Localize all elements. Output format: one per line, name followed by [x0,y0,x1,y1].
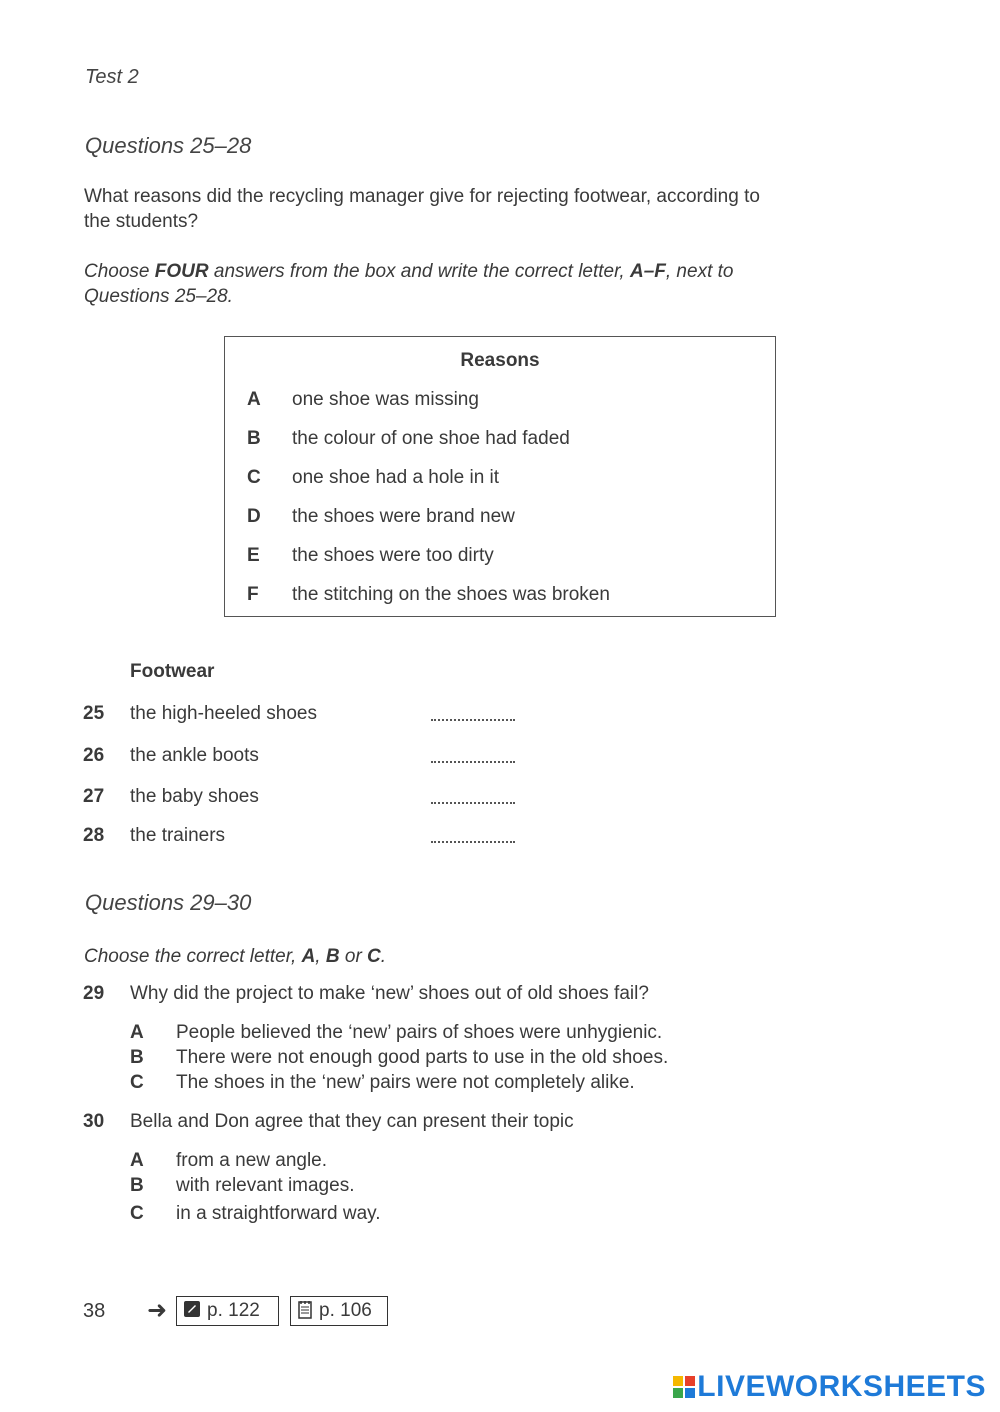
answer-blank-25[interactable] [431,709,515,721]
reason-item [247,389,479,411]
footwear-text: the ankle boots [130,745,259,766]
option-29-b[interactable] [130,1047,668,1069]
question-text: Why did the project to make ‘new’ shoes out of old shoes fail? [130,983,649,1004]
audio-script-ref[interactable] [176,1296,279,1326]
option-letter: B [130,1047,144,1068]
option-letter: C [130,1072,144,1093]
questions-25-28-heading: Questions 25–28 [85,133,252,158]
option-letter: A [130,1150,144,1171]
question-number: 27 [83,786,105,807]
reason-item [247,467,499,489]
instr-letter-a: A [301,946,316,967]
instr-text-2: answers from the box and write the correct letter, [208,261,630,282]
footwear-item-25 [83,703,583,727]
page-label: Test 2 [85,66,139,88]
liveworksheets-logo-icon [673,1376,695,1398]
footwear-text: the trainers [130,825,226,846]
reason-letter: D [247,506,261,527]
instructions-29-30 [84,944,386,969]
instr-or: or [339,946,368,967]
arrow-right-icon: ➜ [147,1297,168,1324]
reason-letter: F [247,584,259,605]
footwear-item-26 [83,745,583,769]
instr-text: Choose the correct letter, [84,946,302,967]
question-prompt-line1: What reasons did the recycling manager give for rejecting footwear, according to [84,186,760,207]
reason-item [247,584,610,606]
instr-text-1: Choose [84,261,155,282]
instr-line2: Questions 25–28. [84,286,233,307]
reasons-box [224,336,776,617]
reason-item [247,545,494,567]
reason-letter: E [247,545,260,566]
instr-comma: , [315,946,326,967]
liveworksheets-logo [673,1370,986,1404]
answer-blank-27[interactable] [431,792,515,804]
question-number: 26 [83,745,105,766]
reason-item [247,428,570,450]
option-30-b[interactable] [130,1175,354,1197]
option-text: The shoes in the ‘new’ pairs were not completely alike. [176,1072,635,1093]
instr-end: . [380,946,387,967]
reason-text: the shoes were brand new [292,506,515,527]
question-number: 30 [83,1111,105,1132]
question-number: 29 [83,983,105,1004]
footwear-item-28 [83,825,583,849]
question-prompt-line2: the students? [84,211,199,232]
instr-text-3: , next to [665,261,734,282]
instr-bold-four: FOUR [154,261,209,282]
option-letter: C [130,1203,144,1224]
option-text: with relevant images. [176,1175,355,1196]
question-prompt [84,184,760,234]
option-text: in a straightforward way. [176,1203,381,1224]
option-30-a[interactable] [130,1150,327,1172]
footwear-text: the baby shoes [130,786,259,807]
option-30-c[interactable] [130,1203,381,1225]
footwear-item-27 [83,786,583,810]
reason-letter: C [247,467,261,488]
reason-text: the colour of one shoe had faded [292,428,570,449]
footwear-text: the high-heeled shoes [130,703,317,724]
ref-page-122: p. 122 [207,1300,260,1321]
reason-text: one shoe had a hole in it [292,467,500,488]
question-number: 25 [83,703,105,724]
answer-blank-26[interactable] [431,751,515,763]
option-text: from a new angle. [176,1150,328,1171]
notepad-icon [297,1299,313,1319]
instr-letter-c: C [367,946,381,967]
reasons-title: Reasons [460,350,540,371]
instr-letter-b: B [325,946,340,967]
option-letter: B [130,1175,144,1196]
ref-page-106: p. 106 [319,1300,372,1321]
answer-blank-28[interactable] [431,831,515,843]
answer-key-ref[interactable] [290,1296,388,1326]
footwear-title: Footwear [130,661,215,682]
page-number: 38 [83,1300,106,1322]
questions-29-30-heading: Questions 29–30 [85,890,252,915]
reason-text: the shoes were too dirty [292,545,494,566]
logo-text: LIVEWORKSHEETS [697,1370,986,1403]
option-29-a[interactable] [130,1022,662,1044]
question-number: 28 [83,825,105,846]
speech-bubble-icon [183,1300,201,1318]
option-text: People believed the ‘new’ pairs of shoes were unhygienic. [176,1022,663,1043]
option-letter: A [130,1022,144,1043]
reason-item [247,506,515,528]
reason-text: one shoe was missing [292,389,479,410]
reason-text: the stitching on the shoes was broken [292,584,610,605]
question-text: Bella and Don agree that they can present their topic [130,1111,574,1132]
option-29-c[interactable] [130,1072,635,1094]
instructions-25-28 [84,259,733,309]
reason-letter: A [247,389,261,410]
option-text: There were not enough good parts to use in the old shoes. [176,1047,669,1068]
reason-letter: B [247,428,261,449]
instr-bold-range: A–F [629,261,666,282]
